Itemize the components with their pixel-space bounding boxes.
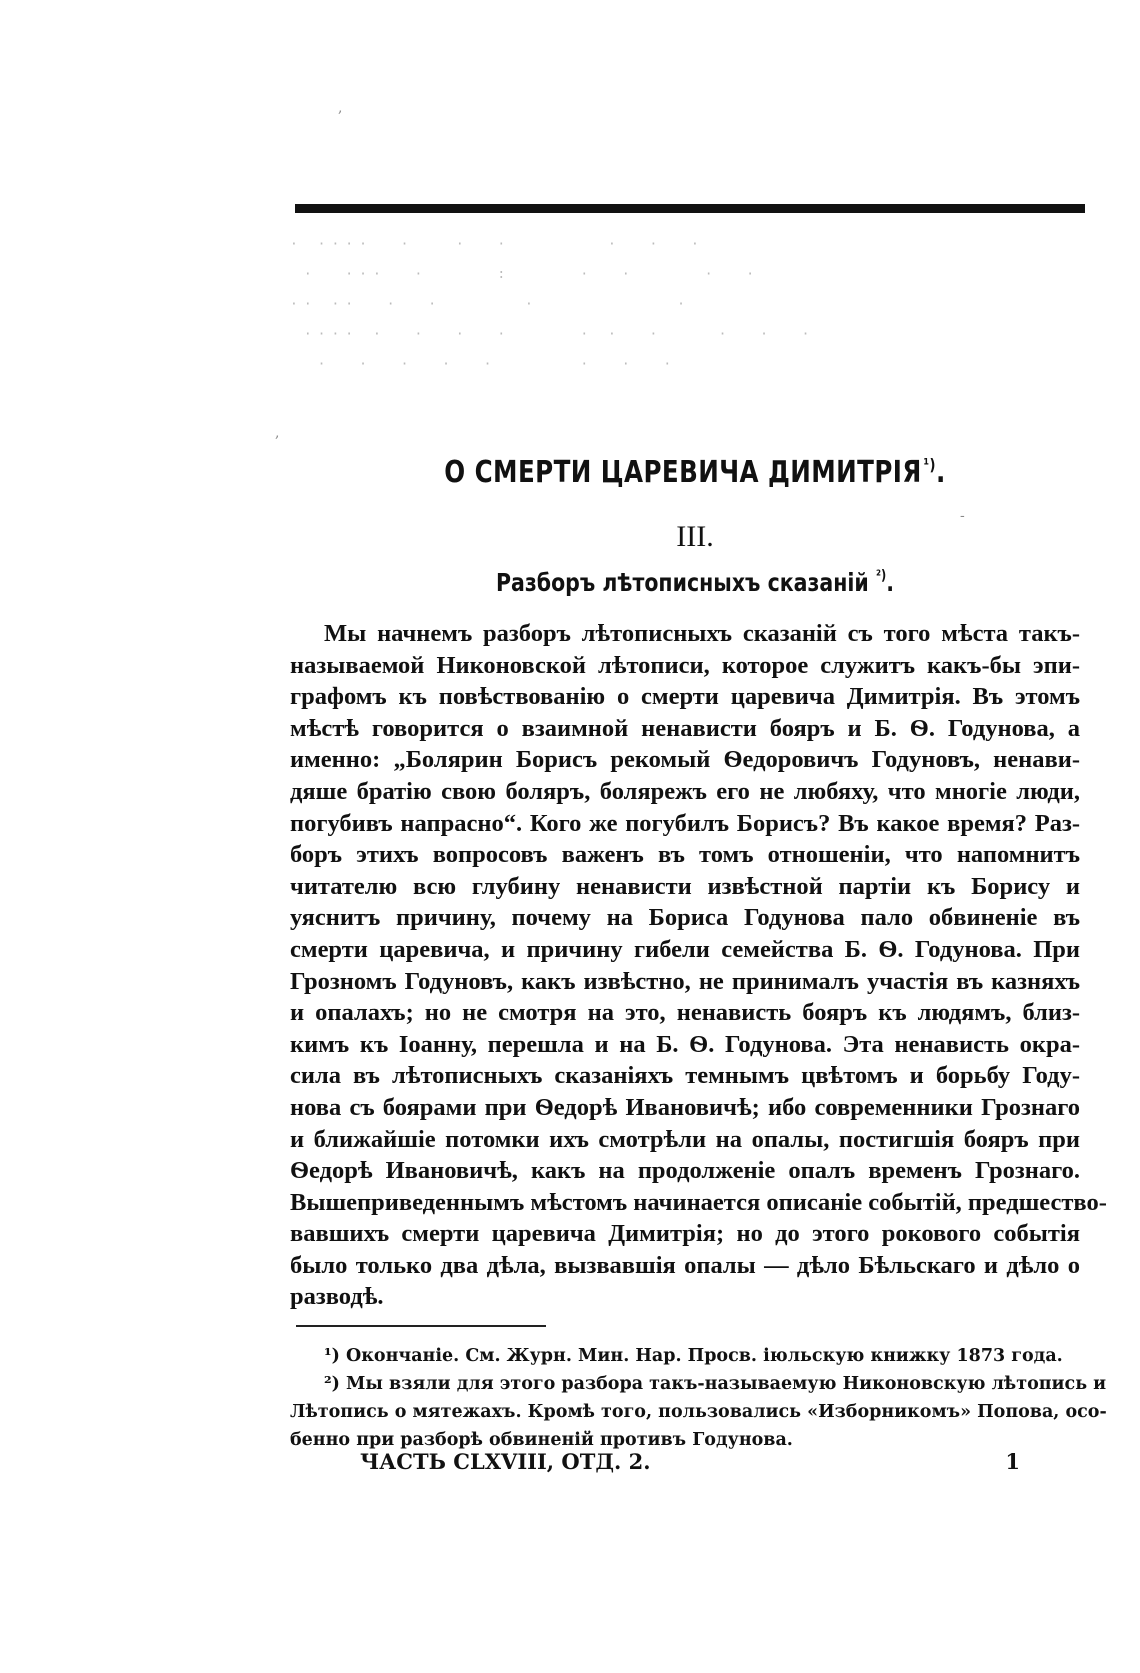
bleed-through-marks: · ···· · · · · · · · ··· · : · · · · ·· ·· · · · · ···· · · · · · · · · · · · · · · · · · · (290, 237, 816, 372)
body-line: было только два дѣла, вызвавшія опалы — дѣло Бѣльскаго и дѣло о (290, 1251, 1080, 1279)
body-line: читателю всю глубину ненависти извѣстной партіи къ Борису и (290, 872, 1080, 900)
stray-mark: , (338, 100, 343, 116)
body-line: уяснитъ причину, почему на Бориса Годунова пало обвиненіе въ (290, 904, 1080, 932)
body-line: и опалахъ; но не смотря на это, ненависть бояръ къ людямъ, близ- (290, 999, 1080, 1027)
subtitle-footnote-mark: ²) (875, 568, 887, 584)
header-rule (295, 204, 1085, 213)
subtitle-suffix: . (886, 568, 895, 597)
body-line: вавшихъ смерти царевича Димитрія; но до этого рокового событія (290, 1220, 1080, 1248)
footnote-line: ²) Мы взяли для этого разбора такъ-называемую Никоновскую лѣтопись и (324, 1374, 1107, 1394)
article-title (371, 455, 1019, 490)
body-line: Мы начнемъ разборъ лѣтописныхъ сказаній съ того мѣста такъ- (324, 620, 1080, 647)
body-line: погубивъ напрасно“. Кого же погубилъ Борисъ? Въ какое время? Раз- (290, 809, 1080, 837)
stray-mark: , (275, 425, 280, 441)
body-line: дяше братію свою боляръ, болярежъ его не любяху, что многіе люди, (290, 777, 1080, 805)
body-line: боръ этихъ вопросовъ важенъ въ томъ отношеніи, что напомнитъ (290, 841, 1080, 869)
body-line: мѣстѣ говорится о взаимной ненависти бояръ и Б. Ѳ. Годунова, а (290, 714, 1080, 742)
footnote-line: бенно при разборѣ обвиненій противъ Годунова. (290, 1430, 793, 1450)
body-line: и ближайшіе потомки ихъ смотрѣли на опалы, постигшія бояръ при (290, 1125, 1080, 1153)
page-number: 1 (1005, 1449, 1020, 1474)
body-line: называемой Никоновской лѣтописи, которое служитъ какъ-бы эпи- (290, 651, 1080, 679)
body-line: разводѣ. (290, 1283, 384, 1311)
section-subtitle (371, 568, 1019, 597)
body-line: графомъ къ повѣствованію о смерти царевича Димитрія. Въ этомъ (290, 683, 1080, 711)
title-footnote-mark: ¹) (923, 455, 936, 474)
section-number: III. (676, 520, 714, 553)
footnote-line: Лѣтопись о мятежахъ. Кромѣ того, пользовались «Изборникомъ» Попова, осо- (290, 1402, 1107, 1422)
subtitle-text: Разборъ лѣтописныхъ сказаній (495, 568, 869, 597)
footnotes (290, 1342, 1107, 1454)
body-line: Вышеприведеннымъ мѣстомъ начинается описаніе событій, предшество- (290, 1188, 1107, 1216)
footnote-rule (296, 1325, 546, 1327)
footnote-line: ¹) Окончаніе. См. Журн. Мин. Нар. Просв. іюльскую книжку 1873 года. (324, 1346, 1063, 1366)
body-line: сила въ лѣтописныхъ сказаніяхъ темнымъ цвѣтомъ и борьбу Году- (290, 1062, 1080, 1090)
title-suffix: . (935, 455, 946, 490)
body-paragraph (290, 618, 1107, 1313)
body-line: кимъ къ Іоанну, перешла и на Б. Ѳ. Годунова. Эта ненависть окра- (290, 1030, 1080, 1058)
body-line: Ѳедорѣ Ивановичѣ, какъ на продолженіе опалъ временъ Грознаго. (290, 1157, 1080, 1185)
part-label: ЧАСТЬ CLXVIII, ОТД. 2. (360, 1449, 651, 1474)
body-line: нова съ боярами при Ѳедорѣ Ивановичѣ; ибо современники Грознаго (290, 1093, 1080, 1121)
body-line: Грозномъ Годуновъ, какъ извѣстно, не принималъ участія въ казняхъ (290, 967, 1080, 995)
stray-mark: - (960, 508, 965, 524)
body-line: смерти царевича, и причину гибели семейства Б. Ѳ. Годунова. При (290, 935, 1080, 963)
body-line: именно: „Болярин Борисъ рекомый Ѳедоровичъ Годуновъ, ненави- (290, 746, 1080, 774)
title-text: О СМЕРТИ ЦАРЕВИЧА ДИМИТРІЯ (444, 455, 922, 490)
